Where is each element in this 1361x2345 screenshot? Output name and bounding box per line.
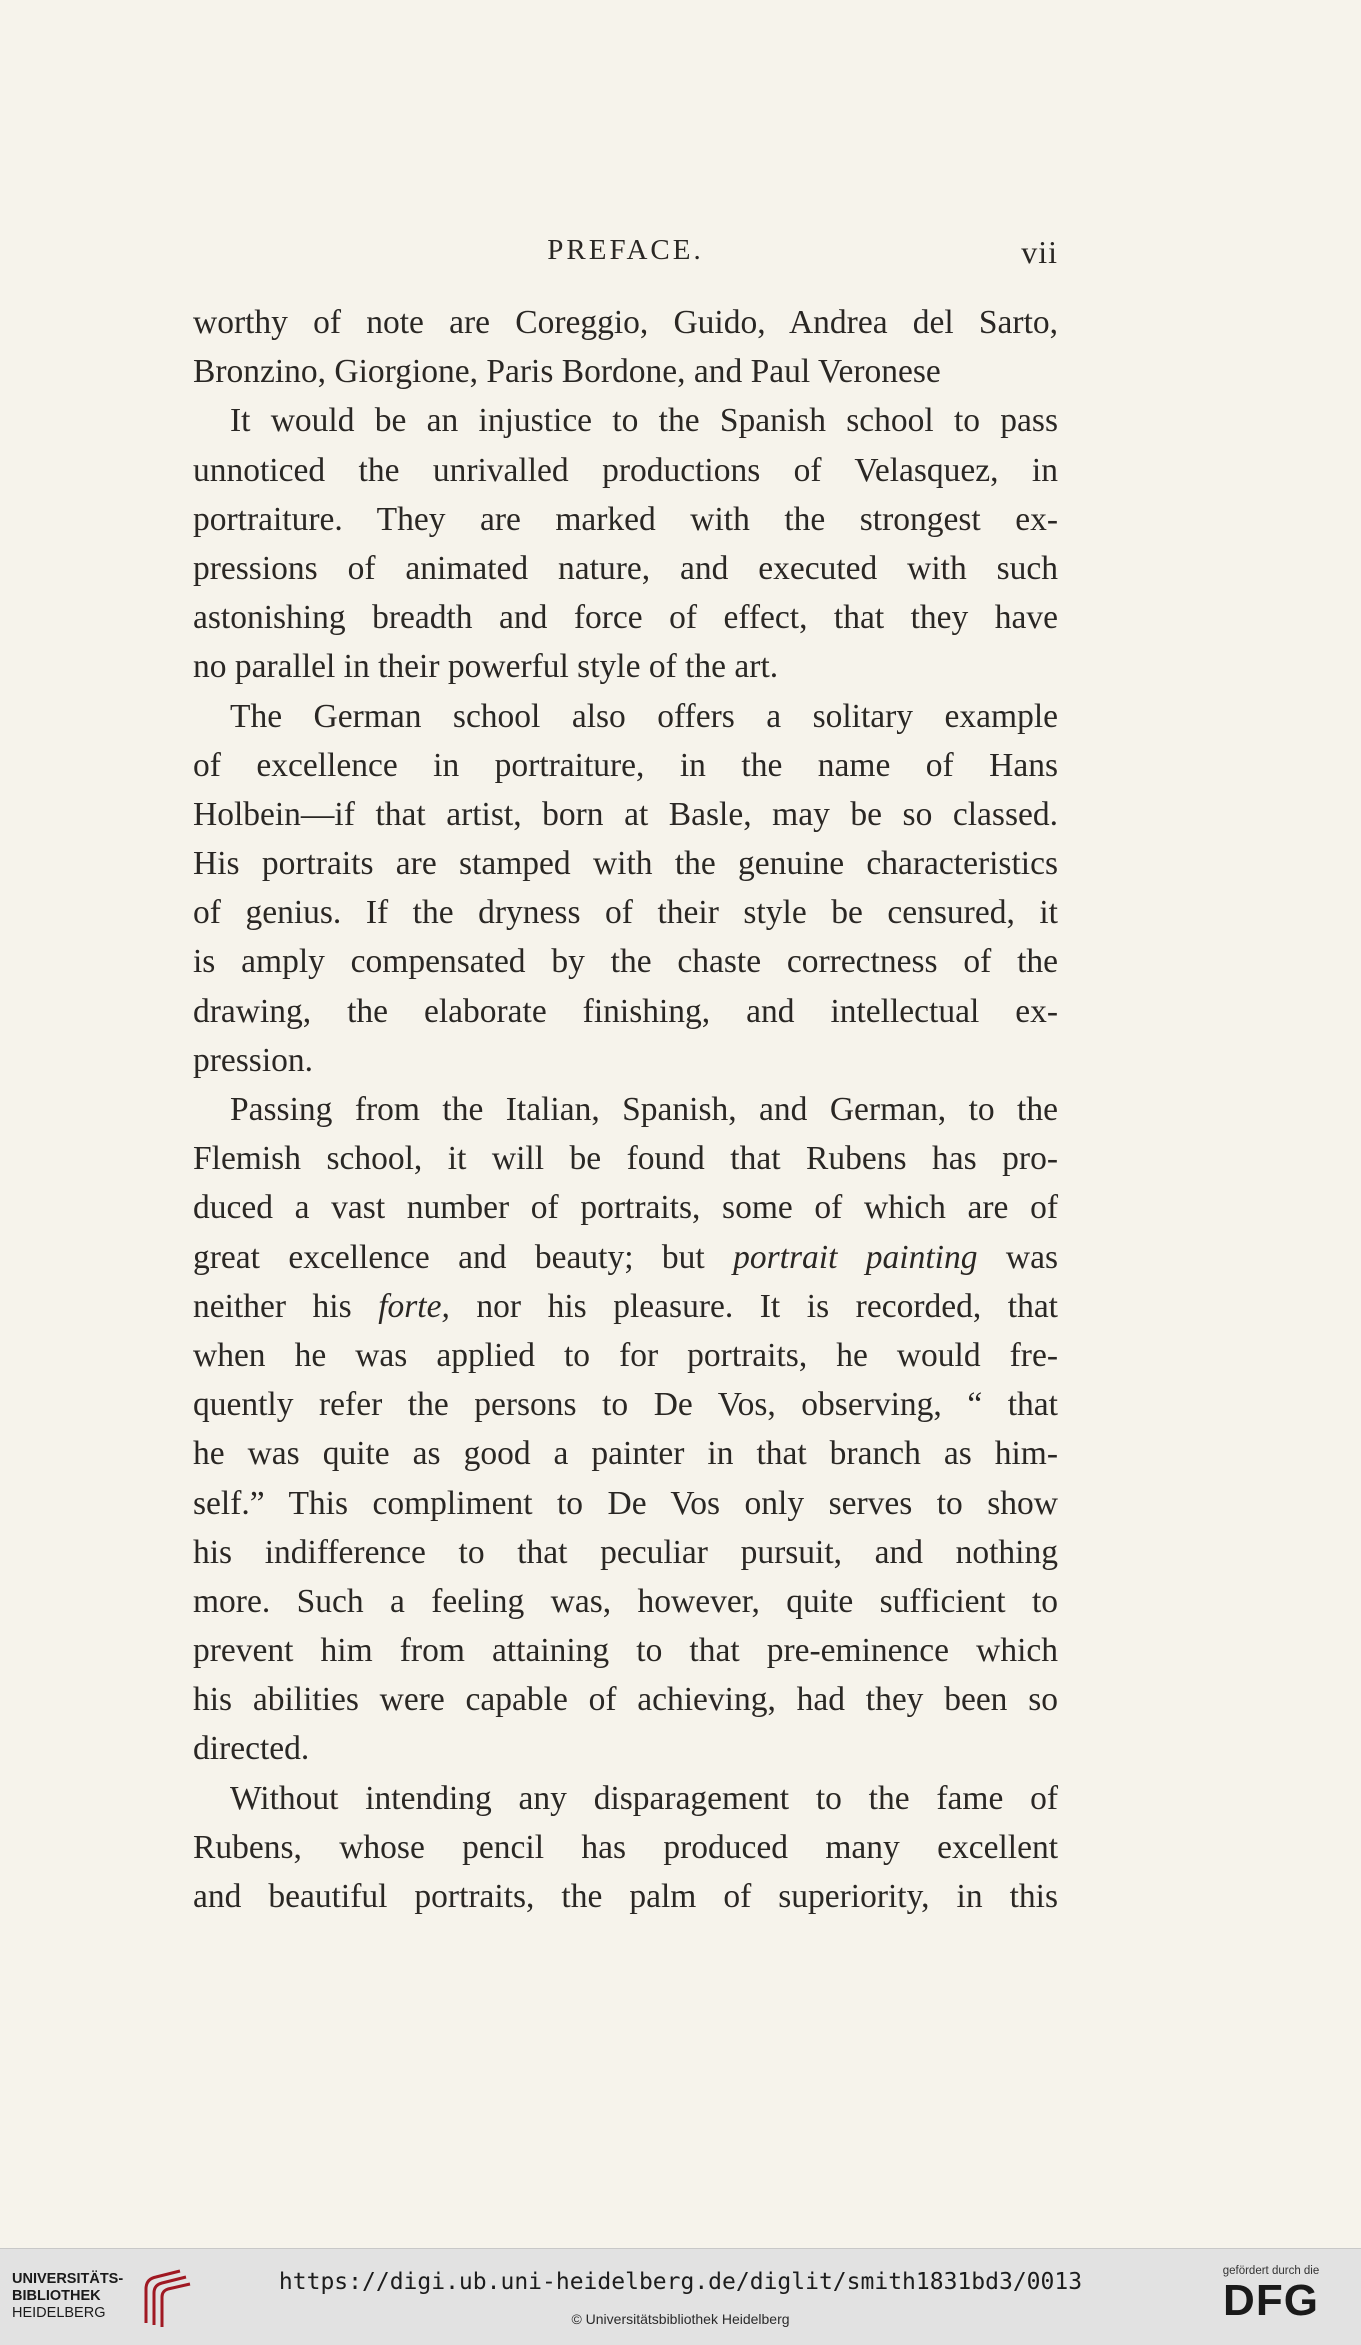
line-text: His portraits are stamped with the genuine characteristics <box>193 845 1058 883</box>
text-line <box>193 1183 1058 1232</box>
dfg-logo: DFG <box>1223 2276 1319 2325</box>
library-name-line3: HEIDELBERG <box>12 2305 106 2321</box>
text-line <box>193 1479 1058 1528</box>
line-text: pressions of animated nature, and executed with such <box>193 549 1058 587</box>
text-line <box>193 1577 1058 1626</box>
library-name-line2: BIBLIOTHEK <box>12 2288 101 2304</box>
text-line <box>193 495 1058 544</box>
line-text: more. Such a feeling was, however, quite sufficient to <box>193 1582 1058 1620</box>
line-text-after: was <box>977 1238 1058 1276</box>
text-line <box>193 1036 1058 1085</box>
text-line <box>193 937 1058 986</box>
line-text: prevent him from attaining to that pre-eminence which <box>193 1632 1058 1670</box>
text-line <box>193 544 1058 593</box>
text-line <box>193 1233 1058 1282</box>
line-text: quently refer the persons to De Vos, observing, “ that <box>193 1386 1058 1424</box>
text-line <box>193 642 1058 691</box>
line-text: no parallel in their powerful style of the art. <box>193 648 779 686</box>
text-line <box>193 1872 1058 1921</box>
line-text: great excellence and beauty; but <box>193 1238 734 1276</box>
permalink[interactable] <box>0 2269 1361 2295</box>
line-text: when he was applied to for portraits, he would fre- <box>193 1336 1058 1374</box>
body-text <box>193 298 1058 1921</box>
line-text: and beautiful portraits, the palm of superiority, in this <box>193 1878 1058 1915</box>
permalink-link[interactable]: https://digi.ub.uni-heidelberg.de/diglit/smith1831bd3/0013 <box>278 2269 1083 2295</box>
line-text: neither his <box>193 1287 379 1325</box>
page-number: vii <box>1021 234 1058 270</box>
line-text: drawing, the elaborate finishing, and intellectual ex- <box>193 992 1058 1030</box>
line-text: Without intending any disparagement to the fame of <box>230 1779 1058 1817</box>
text-line <box>193 1675 1058 1724</box>
line-text: Passing from the Italian, Spanish, and German, to the <box>230 1091 1058 1128</box>
viewer-footer <box>0 2248 1361 2345</box>
line-text: It would be an injustice to the Spanish school to pass <box>230 402 1058 440</box>
line-text: Bronzino, Giorgione, Paris Bordone, and Paul Veronese <box>193 353 941 391</box>
text-line <box>193 1282 1058 1331</box>
text-line <box>193 593 1058 642</box>
text-line <box>193 1774 1058 1823</box>
line-text: Rubens, whose pencil has produced many excellent <box>193 1828 1058 1866</box>
line-text: pression. <box>193 1041 314 1079</box>
text-line <box>193 1429 1058 1478</box>
line-text: duced a vast number of portraits, some of which are of <box>193 1189 1058 1227</box>
funder-caption: gefördert durch die <box>1222 2265 1320 2277</box>
text-line <box>193 987 1058 1036</box>
italic-phrase: forte, <box>378 1287 450 1325</box>
text-line <box>193 1380 1058 1429</box>
text-line <box>193 839 1058 888</box>
line-text: portraiture. They are marked with the strongest ex- <box>193 500 1058 538</box>
library-name-line1: UNIVERSITÄTS- <box>12 2271 124 2287</box>
line-text: astonishing breadth and force of effect, that they have <box>193 599 1058 637</box>
text-line <box>193 692 1058 741</box>
line-text: The German school also offers a solitary example <box>230 697 1058 735</box>
copyright-notice: © Universitätsbibliothek Heidelberg <box>571 2311 790 2327</box>
text-line <box>193 1134 1058 1183</box>
line-text: self.” This compliment to De Vos only serves to show <box>193 1484 1058 1522</box>
line-text: directed. <box>193 1730 310 1768</box>
text-line <box>193 347 1058 396</box>
running-head <box>193 234 1058 274</box>
line-text: Holbein—if that artist, born at Basle, may be so classed. <box>193 795 1058 833</box>
text-line <box>193 396 1058 445</box>
line-text: of genius. If the dryness of their style be censured, it <box>193 894 1058 932</box>
text-line <box>193 1823 1058 1872</box>
italic-phrase: portrait painting <box>733 1238 978 1276</box>
line-text: Flemish school, it will be found that Rubens has pro- <box>193 1140 1058 1178</box>
text-line <box>193 446 1058 495</box>
text-line <box>193 790 1058 839</box>
line-text: he was quite as good a painter in that branch as him- <box>193 1435 1058 1473</box>
line-text: his indifference to that peculiar pursuit, and nothing <box>193 1533 1058 1571</box>
line-text-after: nor his pleasure. It is recorded, that <box>449 1287 1058 1325</box>
text-line <box>193 1724 1058 1773</box>
text-line <box>193 1331 1058 1380</box>
text-line <box>193 1626 1058 1675</box>
text-line <box>193 741 1058 790</box>
text-line <box>193 1085 1058 1134</box>
funder-block <box>1211 2265 1331 2325</box>
line-text: unnoticed the unrivalled productions of Velasquez, in <box>193 451 1058 489</box>
line-text: worthy of note are Coreggio, Guido, Andrea del Sarto, <box>193 304 1058 341</box>
text-line <box>193 1528 1058 1577</box>
text-line <box>193 298 1058 347</box>
text-line <box>193 888 1058 937</box>
running-title: PREFACE. <box>547 234 704 266</box>
line-text: his abilities were capable of achieving, had they been so <box>193 1681 1058 1719</box>
line-text: of excellence in portraiture, in the name of Hans <box>193 746 1058 784</box>
line-text: is amply compensated by the chaste correctness of the <box>193 943 1058 981</box>
